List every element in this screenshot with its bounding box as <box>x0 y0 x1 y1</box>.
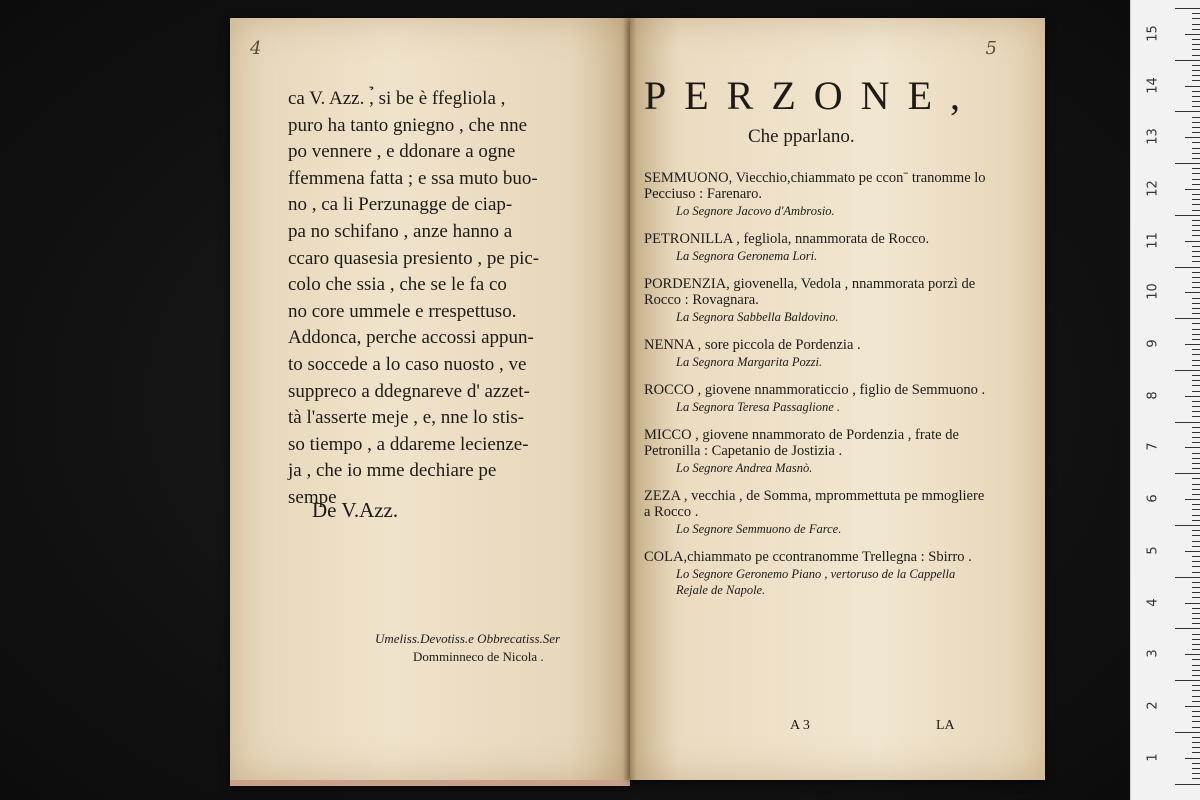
ruler-tick <box>1185 34 1200 35</box>
ruler-label: 8 <box>1145 391 1161 400</box>
ruler-tick <box>1175 163 1200 164</box>
ruler-tick <box>1192 582 1200 583</box>
ruler-tick <box>1192 411 1200 412</box>
book-gutter <box>623 18 637 780</box>
ruler-tick <box>1192 763 1200 764</box>
ruler-tick <box>1192 711 1200 712</box>
ruler-tick <box>1175 680 1200 681</box>
ruler-tick <box>1192 380 1200 381</box>
ruler-tick <box>1192 142 1200 143</box>
text-line: ffemmena fatta ; e ssa muto buo- <box>288 167 538 189</box>
ruler-tick <box>1192 298 1200 299</box>
ruler-tick <box>1192 365 1200 366</box>
ruler-tick <box>1192 349 1200 350</box>
ruler-tick <box>1185 447 1200 448</box>
ruler-tick <box>1185 292 1200 293</box>
ruler-label: 10 <box>1145 283 1161 301</box>
ruler-tick <box>1175 8 1200 9</box>
ruler-tick <box>1192 494 1200 495</box>
ruler-tick <box>1192 13 1200 14</box>
text-line: pa no schifano , anze hanno a <box>288 220 513 242</box>
right-page-number: 5 <box>985 38 997 59</box>
character-description: COLA,chiammato pe ccontranomme Trellegna : Sbirro . <box>644 549 972 565</box>
performer-name: La Segnora Geronema Lori. <box>676 249 818 263</box>
ruler-label: 2 <box>1145 701 1161 710</box>
ruler-tick <box>1192 634 1200 635</box>
ruler-tick <box>1192 261 1200 262</box>
ruler-tick <box>1175 370 1200 371</box>
text-line: po vennere , e ddonare a ogne <box>288 141 516 163</box>
ruler-tick <box>1192 251 1200 252</box>
ruler-tick <box>1192 303 1200 304</box>
ruler-tick <box>1192 235 1200 236</box>
ruler-tick <box>1192 504 1200 505</box>
ruler-tick <box>1192 623 1200 624</box>
ruler-tick <box>1192 556 1200 557</box>
ruler-tick <box>1185 241 1200 242</box>
ruler-tick <box>1192 406 1200 407</box>
ruler-tick <box>1185 86 1200 87</box>
ruler-tick <box>1192 489 1200 490</box>
ruler-tick <box>1192 375 1200 376</box>
ruler-tick <box>1192 463 1200 464</box>
ruler-tick <box>1175 318 1200 319</box>
ruler-tick <box>1192 272 1200 273</box>
ruler-label: 3 <box>1145 649 1161 658</box>
ruler-tick <box>1192 675 1200 676</box>
ruler-tick <box>1192 360 1200 361</box>
cast-entry <box>644 170 989 219</box>
ruler-tick <box>1185 758 1200 759</box>
ruler-tick <box>1192 18 1200 19</box>
ruler-tick <box>1192 432 1200 433</box>
cast-list <box>644 170 989 610</box>
ruler-tick <box>1192 210 1200 211</box>
ruler-tick <box>1192 225 1200 226</box>
ruler-tick <box>1192 106 1200 107</box>
cast-entry <box>644 382 989 415</box>
right-page <box>630 18 1045 780</box>
ruler-tick <box>1192 478 1200 479</box>
text-line: ccaro quasesia presiento , pe pic- <box>288 247 540 269</box>
text-line: no core ummele e rrespettuso. <box>288 300 517 322</box>
text-line: puro ha tanto gniegno , che nne <box>288 114 528 136</box>
ruler-tick <box>1192 24 1200 25</box>
ruler-tick <box>1192 246 1200 247</box>
ruler-label: 12 <box>1145 180 1161 197</box>
cast-entry <box>644 427 989 476</box>
ruler-label: 13 <box>1145 128 1161 146</box>
ruler-tick <box>1192 427 1200 428</box>
performer-name: Lo Segnore Geronemo Piano , vertoruso de la Cappella Rejale de Napole. <box>676 567 956 597</box>
performer-name: Lo Segnore Jacovo d'Ambrosio. <box>676 204 835 218</box>
ruler-tick <box>1192 520 1200 521</box>
ruler-tick <box>1192 416 1200 417</box>
ruler-tick <box>1192 437 1200 438</box>
ruler-tick <box>1192 148 1200 149</box>
ruler-tick <box>1192 158 1200 159</box>
ruler-tick <box>1192 308 1200 309</box>
ruler-tick <box>1175 111 1200 112</box>
ruler-tick <box>1175 473 1200 474</box>
ruler-tick <box>1192 65 1200 66</box>
ruler-tick <box>1185 654 1200 655</box>
ruler-tick <box>1192 773 1200 774</box>
ruler-tick <box>1192 530 1200 531</box>
text-line: suppreco a ddegnareve d' azzet- <box>288 380 530 402</box>
performer-name: Lo Segnore Semmuono de Farce. <box>676 522 842 536</box>
ruler-tick <box>1192 334 1200 335</box>
ruler-tick <box>1175 267 1200 268</box>
signature-line-2: Domminneco de Nicola . <box>413 649 544 664</box>
signature-line-1: Umeliss.Devotiss.e Obbrecatiss.Ser <box>375 631 561 646</box>
ruler-tick <box>1192 256 1200 257</box>
ruler-tick <box>1192 546 1200 547</box>
text-line: ja , che io mme dechiare pe <box>288 460 497 482</box>
text-line: so tiempo , a ddareme lecienze- <box>288 433 529 455</box>
cast-entry <box>644 549 989 598</box>
ruler-tick <box>1192 541 1200 542</box>
ruler-tick <box>1192 572 1200 573</box>
ruler-tick <box>1192 153 1200 154</box>
ruler-tick <box>1175 577 1200 578</box>
ruler-tick <box>1192 561 1200 562</box>
measurement-ruler <box>1130 0 1200 800</box>
ruler-tick <box>1192 509 1200 510</box>
cast-entry <box>644 276 989 325</box>
ruler-tick <box>1192 385 1200 386</box>
ruler-label: 9 <box>1145 339 1161 348</box>
cast-entry <box>644 337 989 370</box>
ruler-tick <box>1192 458 1200 459</box>
ruler-label: 5 <box>1145 546 1161 555</box>
ruler-tick <box>1175 525 1200 526</box>
ruler-tick <box>1192 401 1200 402</box>
ruler-tick <box>1192 665 1200 666</box>
ruler-tick <box>1192 618 1200 619</box>
ruler-tick <box>1192 721 1200 722</box>
performer-name: La Segnora Margarita Pozzi. <box>676 355 823 369</box>
ruler-tick <box>1192 230 1200 231</box>
ruler-tick <box>1185 499 1200 500</box>
ruler-tick <box>1185 551 1200 552</box>
page-subheading: Che pparlano. <box>748 126 855 147</box>
ruler-tick <box>1192 515 1200 516</box>
left-page-number: 4 <box>250 38 262 59</box>
ruler-tick <box>1192 122 1200 123</box>
ruler-tick <box>1192 127 1200 128</box>
ruler-tick <box>1192 39 1200 40</box>
ruler-tick <box>1192 701 1200 702</box>
ruler-tick <box>1192 194 1200 195</box>
ruler-tick <box>1192 696 1200 697</box>
ruler-tick <box>1192 204 1200 205</box>
ruler-tick <box>1192 752 1200 753</box>
ruler-tick <box>1192 91 1200 92</box>
ruler-tick <box>1192 29 1200 30</box>
ruler-tick <box>1192 649 1200 650</box>
ruler-tick <box>1192 282 1200 283</box>
ruler-tick <box>1192 608 1200 609</box>
performer-name: Lo Segnore Andrea Masnò. <box>676 461 813 475</box>
text-line: Addonca, perche accossi appun- <box>288 327 534 349</box>
performer-name: La Segnora Teresa Passaglione . <box>676 400 841 414</box>
ruler-tick <box>1192 716 1200 717</box>
ruler-label: 1 <box>1145 753 1161 762</box>
ruler-tick <box>1192 670 1200 671</box>
text-line: ca V. Azz. ,̉ si be è ffegliola , <box>288 88 506 109</box>
ruler-tick <box>1192 184 1200 185</box>
ruler-tick <box>1192 101 1200 102</box>
ruler-tick <box>1192 179 1200 180</box>
ruler-tick <box>1192 778 1200 779</box>
ruler-tick <box>1192 339 1200 340</box>
character-description: PORDENZIA, giovenella, Vedola , nnammorata porzì de Rocco : Rovagnara. <box>644 276 976 308</box>
catchword: LA <box>936 718 955 733</box>
ruler-tick <box>1175 215 1200 216</box>
ruler-tick <box>1192 313 1200 314</box>
character-description: ZEZA , vecchia , de Somma, mprommettuta pe mmogliere a Rocco . <box>644 488 985 520</box>
ruler-label: 6 <box>1145 494 1161 503</box>
ruler-tick <box>1192 597 1200 598</box>
character-description: SEMMUONO, Viecchio,chiammato pe cconˉ tranomme lo Pecciuso : Farenaro. <box>644 170 986 202</box>
text-line: to soccede a lo caso nuosto , ve <box>288 353 527 375</box>
ruler-tick <box>1185 137 1200 138</box>
ruler-tick <box>1192 639 1200 640</box>
ruler-tick <box>1192 287 1200 288</box>
ruler-tick <box>1185 396 1200 397</box>
ruler-tick <box>1192 199 1200 200</box>
character-description: NENNA , sore piccola de Pordenzia . <box>644 337 861 353</box>
ruler-tick <box>1192 613 1200 614</box>
ruler-tick <box>1192 329 1200 330</box>
ruler-tick <box>1192 768 1200 769</box>
ruler-tick <box>1192 690 1200 691</box>
ruler-tick <box>1192 742 1200 743</box>
ruler-label: 15 <box>1145 25 1161 42</box>
ruler-tick <box>1185 344 1200 345</box>
ruler-tick <box>1175 422 1200 423</box>
ruler-label: 14 <box>1145 76 1161 94</box>
ruler-tick <box>1192 354 1200 355</box>
text-line: colo che ssia , che se le fa co <box>288 274 507 296</box>
ruler-label: 7 <box>1145 442 1161 452</box>
ruler-tick <box>1185 706 1200 707</box>
ruler-tick <box>1192 44 1200 45</box>
ruler-tick <box>1192 484 1200 485</box>
dedication-text <box>288 86 618 512</box>
ruler-tick <box>1192 220 1200 221</box>
ruler-tick <box>1192 644 1200 645</box>
ruler-tick <box>1192 737 1200 738</box>
ruler-tick <box>1192 55 1200 56</box>
closing-salutation: De V.Azz. <box>312 498 399 522</box>
text-line: sempe <box>288 486 337 508</box>
ruler-tick <box>1192 391 1200 392</box>
ruler-tick <box>1192 323 1200 324</box>
open-book <box>230 18 1045 780</box>
ruler-tick <box>1192 173 1200 174</box>
ruler-tick <box>1175 628 1200 629</box>
ruler-tick <box>1192 277 1200 278</box>
ruler-tick <box>1192 685 1200 686</box>
ruler-tick <box>1192 442 1200 443</box>
character-description: MICCO , giovene nnammorato de Pordenzia , frate de Petronilla : Capetanio de Jostizia . <box>644 427 959 459</box>
text-line: no , ca li Perzunagge de ciap- <box>288 194 513 216</box>
character-description: PETRONILLA , fegliola, nnammorata de Rocco. <box>644 231 930 247</box>
ruler-tick <box>1192 566 1200 567</box>
ruler-tick <box>1175 60 1200 61</box>
ruler-tick <box>1192 117 1200 118</box>
ruler-tick <box>1192 80 1200 81</box>
ruler-tick <box>1185 189 1200 190</box>
ruler-tick <box>1192 75 1200 76</box>
ruler-tick <box>1192 168 1200 169</box>
ruler-tick <box>1192 132 1200 133</box>
cast-entry <box>644 231 989 264</box>
ruler-tick <box>1192 70 1200 71</box>
signature-mark: A 3 <box>790 718 810 733</box>
ruler-tick <box>1192 453 1200 454</box>
ruler-label: 11 <box>1145 231 1161 249</box>
performer-name: La Segnora Sabbella Baldovino. <box>676 310 839 324</box>
signature-block <box>375 630 615 666</box>
ruler-tick <box>1185 603 1200 604</box>
ruler-tick <box>1192 747 1200 748</box>
ruler-tick <box>1192 592 1200 593</box>
ruler-label: 4 <box>1145 597 1161 607</box>
ruler-tick <box>1192 587 1200 588</box>
ruler-tick <box>1192 96 1200 97</box>
ruler-tick <box>1192 535 1200 536</box>
ruler-tick <box>1192 659 1200 660</box>
ruler-tick <box>1192 49 1200 50</box>
ruler-tick <box>1192 727 1200 728</box>
ruler-tick <box>1192 468 1200 469</box>
cast-entry <box>644 488 989 537</box>
left-page <box>230 18 630 786</box>
ruler-tick <box>1175 732 1200 733</box>
page-heading: PERZONE, <box>644 73 978 118</box>
character-description: ROCCO , giovene nnammoraticcio , figlio de Semmuono . <box>644 382 986 398</box>
text-line: tà l'asserte meje , e, nne lo stis- <box>288 407 525 429</box>
ruler-tick <box>1175 784 1200 785</box>
